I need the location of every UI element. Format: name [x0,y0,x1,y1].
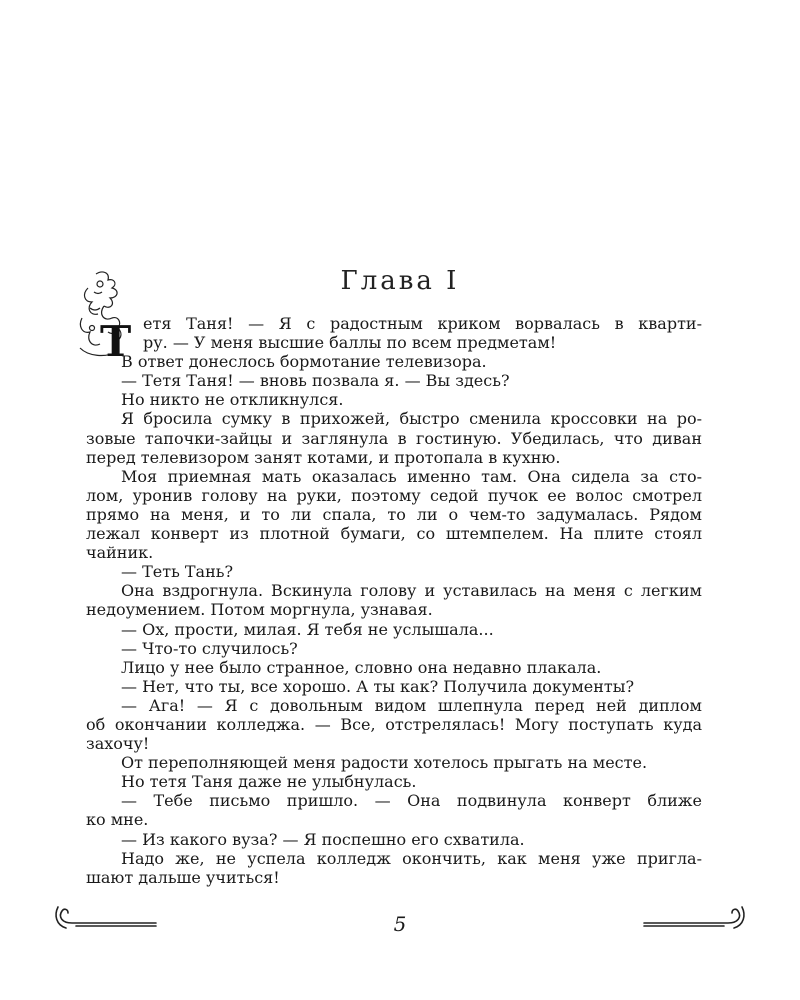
text-line: — Тетя Таня! — вновь позвала я. — Вы здесь? [121,371,510,391]
text-line: шают дальше учиться! [86,867,280,887]
page-number: 5 [393,912,407,936]
text-line: Она вздрогнула. Вскинула голову и уставилась на меня с легким [121,581,702,601]
text-line: захочу! [86,734,150,754]
text-line: перед телевизором занят котами, и протопала в кухню. [86,447,561,467]
flourish-right-icon [640,905,748,931]
text-line: Моя приемная мать оказалась именно там. Она сидела за сто- [121,466,702,486]
text-line: етя Таня! — Я с радостным криком ворвалась в кварти- [143,314,702,333]
chapter-title: Глава I [340,266,460,296]
text-line: — Тебе письмо пришло. — Она подвинула конверт ближе [121,791,702,811]
text-line: Лицо у нее было странное, словно она недавно плакала. [121,657,602,677]
text-line: Я бросила сумку в прихожей, быстро сменила кроссовки на ро- [121,409,702,429]
chapter-text [86,314,702,887]
text-line: Но никто не откликнулся. [121,390,344,410]
text-line: — Что-то случилось? [121,638,298,658]
text-line: Надо же, не успела колледж окончить, как меня уже пригла- [121,848,702,868]
text-line: прямо на меня, и то ли спала, то ли о чем-то задумалась. Рядом [86,504,702,524]
text-line: — Ох, прости, милая. Я тебя не услышала... [121,619,494,639]
text-line: — Из какого вуза? — Я поспешно его схватила. [121,829,525,849]
text-line: об окончании колледжа. — Все, отстрелялась! Могу поступать куда [86,714,702,734]
text-line: Но тетя Таня даже не улыбнулась. [121,772,417,792]
drop-cap-letter: Т [100,317,132,366]
text-line: — Теть Тань? [121,562,234,582]
text-line: зовые тапочки-зайцы и заглянула в гостиную. Убедилась, что диван [86,428,702,448]
text-line: От переполняющей меня радости хотелось прыгать на месте. [121,753,648,773]
text-line: ру. — У меня высшие баллы по всем предметам! [143,333,557,353]
text-line: чайник. [86,543,154,563]
text-line: лежал конверт из плотной бумаги, со штемпелем. На плите стоял [86,524,702,544]
text-line: недоумением. Потом моргнула, узнавая. [86,600,433,620]
text-line: В ответ донеслось бормотание телевизора. [121,352,487,372]
text-line: — Нет, что ты, все хорошо. А ты как? Получила документы? [121,676,635,696]
text-line: — Ага! — Я с довольным видом шлепнула перед ней диплом [121,695,702,715]
text-line: ко мне. [86,810,149,830]
text-line: лом, уронив голову на руки, поэтому седой пучок ее волос смотрел [86,485,702,505]
